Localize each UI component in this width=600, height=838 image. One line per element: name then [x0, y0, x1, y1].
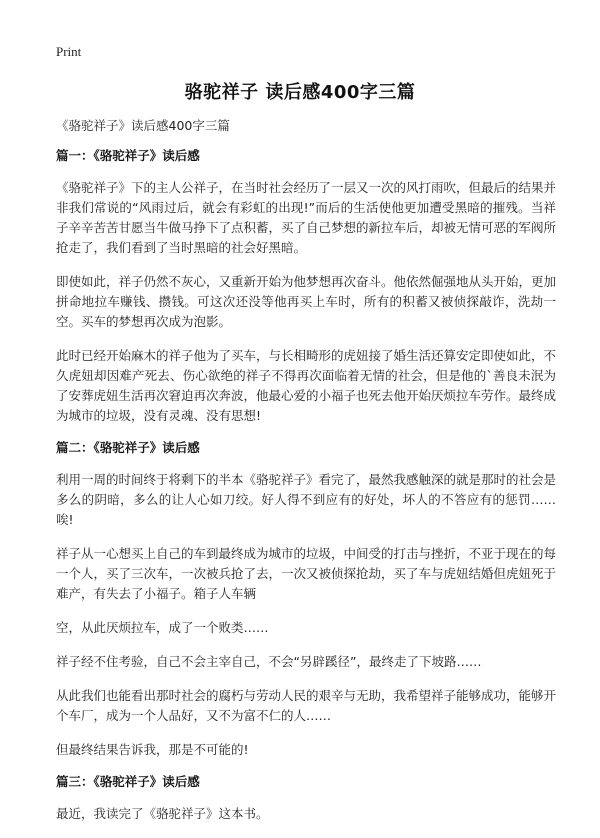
- paragraph: 此时已经开始麻木的祥子他为了买车，与长相畸形的虎妞接了婚生活还算安定即使如此，不久虎妞却因难产死去、伤心欲绝的祥子不得再次面临着无情的社会，但是他的`善良未泯为了安葬虎妞生活再次窘迫再次奔波，他最心爱的小福子也死去他开始厌烦拉车劳作。最终成为城市的垃圾，没有灵魂、没有思想!: [56, 348, 557, 423]
- paragraph: 祥子经不住考验，自己不会主宰自己，不会“另辟蹊径”，最终走了下坡路……: [56, 654, 482, 669]
- print-label: Print: [56, 44, 82, 59]
- document-subtitle: 《骆驼祥子》读后感400字三篇: [56, 118, 230, 133]
- paragraph: 即使如此，祥子仍然不灰心，又重新开始为他梦想再次奋斗。他依然倔强地从头开始，更加拼命地拉车赚钱、攒钱。可这次还没等他再买上车时，所有的积蓄又被侦探敲诈，洗劫一空。买车的梦想再次成为泡影。: [56, 274, 557, 329]
- document-body: [56, 118, 556, 838]
- document-title: 骆驼祥子 读后感400字三篇: [184, 82, 416, 103]
- section-heading: 篇一：《骆驼祥子》读后感: [56, 148, 200, 163]
- section-3: [56, 774, 556, 824]
- section-1: [56, 148, 556, 426]
- paragraph: 空，从此厌烦拉车，成了一个败类……: [56, 620, 269, 635]
- paragraph: 利用一周的时间终于将剩下的半本《骆驼祥子》看完了，最然我感触深的就是那时的社会是多么的阴暗，多么的让人心如刀绞。好人得不到应有的好处，坏人的不答应有的惩罚……唉!: [56, 472, 557, 527]
- paragraph: 祥子从一心想买上自己的车到最终成为城市的垃圾，中间受的打击与挫折，不亚于现在的每一个人，买了三次车，一次被兵抢了去，一次又被侦探抢劫，买了车与虎妞结婚但虎妞死于难产，有失去了小福子。箱子人车辆: [56, 546, 557, 601]
- section-heading: 篇三：《骆驼祥子》读后感: [56, 774, 200, 789]
- paragraph: 从此我们也能看出那时社会的腐朽与劳动人民的艰辛与无助，我希望祥子能够成功，能够开个车厂，成为一个人品好，又不为富不仁的人……: [56, 688, 557, 723]
- paragraph: 《骆驼祥子》下的主人公祥子，在当时社会经历了一层又一次的风打雨吹，但最后的结果并非我们常说的“风雨过后，就会有彩虹的出现!”而后的生活使他更加遭受黑暗的摧残。当祥子辛辛苦苦甘愿当牛做马挣下了点积蓄，买了自己梦想的新拉车后，却被无情可恶的军阀所抢走了，我们看到了当时黑暗的社会好黑暗。: [56, 180, 557, 255]
- section-2: [56, 440, 556, 760]
- section-heading: 篇二：《骆驼祥子》读后感: [56, 440, 200, 455]
- paragraph: 但最终结果告诉我，那是不可能的!: [56, 742, 249, 757]
- paragraph: 最近，我读完了《骆驼祥子》这本书。: [56, 806, 269, 821]
